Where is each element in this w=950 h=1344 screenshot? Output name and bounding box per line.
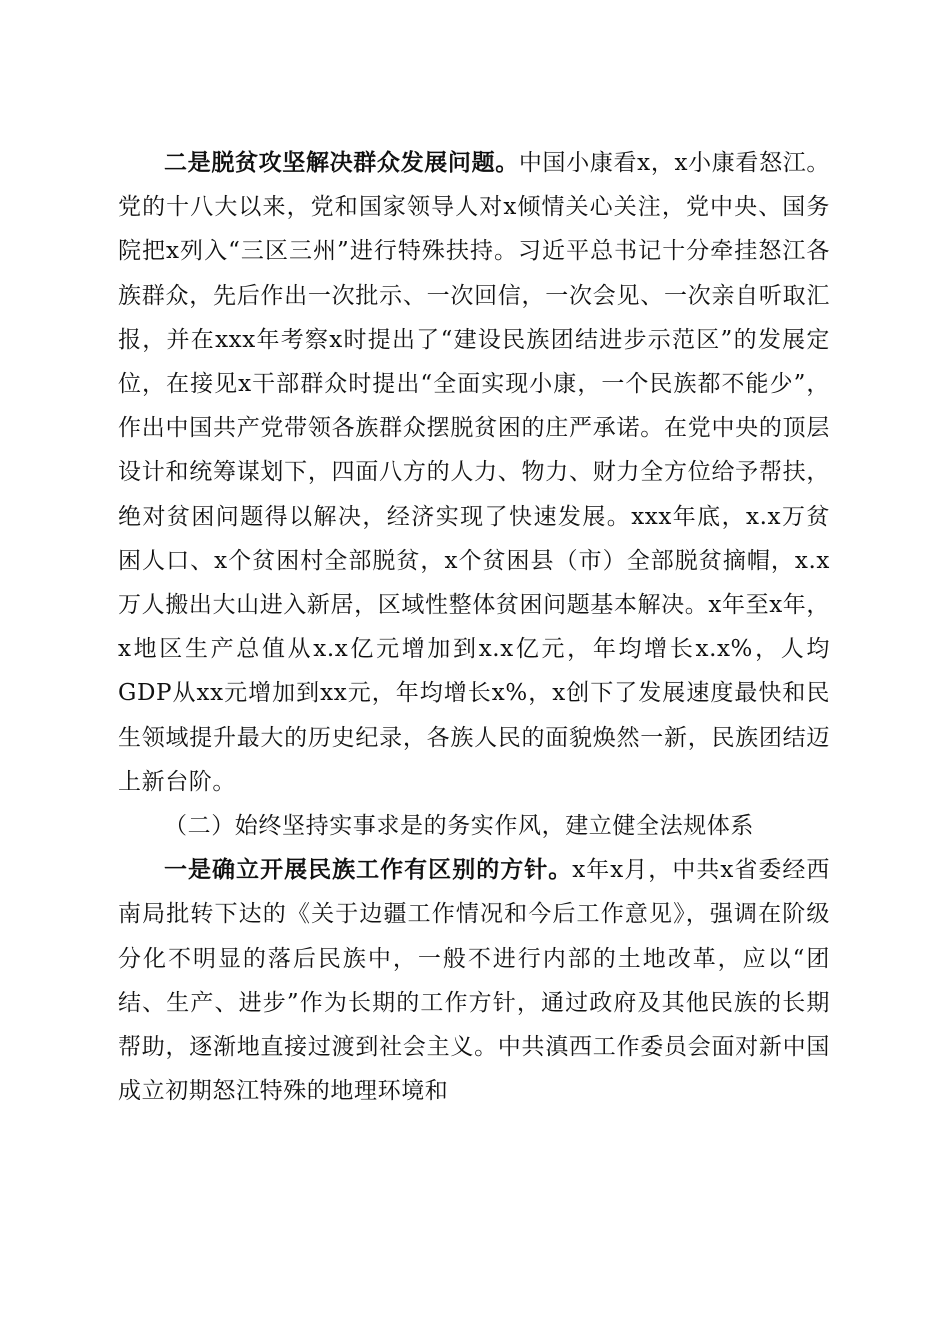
paragraph-ethnic-policy [118, 848, 830, 1113]
section-heading: （二）始终坚持实事求是的务实作风，建立健全法规体系 [164, 813, 754, 840]
paragraph-text: 中国小康看x，x小康看怒江。党的十八大以来，党和国家领导人对x倾情关心关注，党中央、国务院把x列入“三区三州”进行特殊扶持。习近平总书记十分牵挂怒江各族群众，先后作出一次批示、一次回信，一次会见、一次亲自听取汇报，并在xxx年考察x时提出了“建设民族团结进步示范区”的发展定位，在接见x干部群众时提出“全面实现小康，一个民族都不能少”，作出中国共产党带领各族群众摆脱贫困的庄严承诺。在党中央的顶层设计和统筹谋划下，四面八方的人力、物力、财力全方位给予帮扶，绝对贫困问题得以解决，经济实现了快速发展。xxx年底，x.x万贫困人口、x个贫困村全部脱贫，x个贫困县（市）全部脱贫摘帽，x.x万人搬出大山进入新居，区域性整体贫困问题基本解决。x年至x年，x地区生产总值从x.x亿元增加到x.x亿元，年均增长x.x%，人均GDP从xx元增加到xx元，年均增长x%，x创下了发展速度最快和民生领域提升最大的历史纪录，各族人民的面貌焕然一新，民族团结迈上新台阶。 [118, 150, 831, 795]
paragraph-text: x年x月，中共x省委经西南局批转下达的《关于边疆工作情况和今后工作意见》，强调在阶级分化不明显的落后民族中，一般不进行内部的土地改革，应以“团结、生产、进步”作为长期的工作方针，通过政府及其他民族的长期帮助，逐渐地直接过渡到社会主义。中共滇西工作委员会面对新中国成立初期怒江特殊的地理环境和 [118, 857, 830, 1105]
document-body [118, 141, 830, 1113]
paragraph-lead: 一是确立开展民族工作有区别的方针。 [164, 856, 573, 884]
paragraph-poverty-alleviation [118, 141, 830, 804]
paragraph-lead: 二是脱贫攻坚解决群众发展问题。 [164, 149, 519, 176]
